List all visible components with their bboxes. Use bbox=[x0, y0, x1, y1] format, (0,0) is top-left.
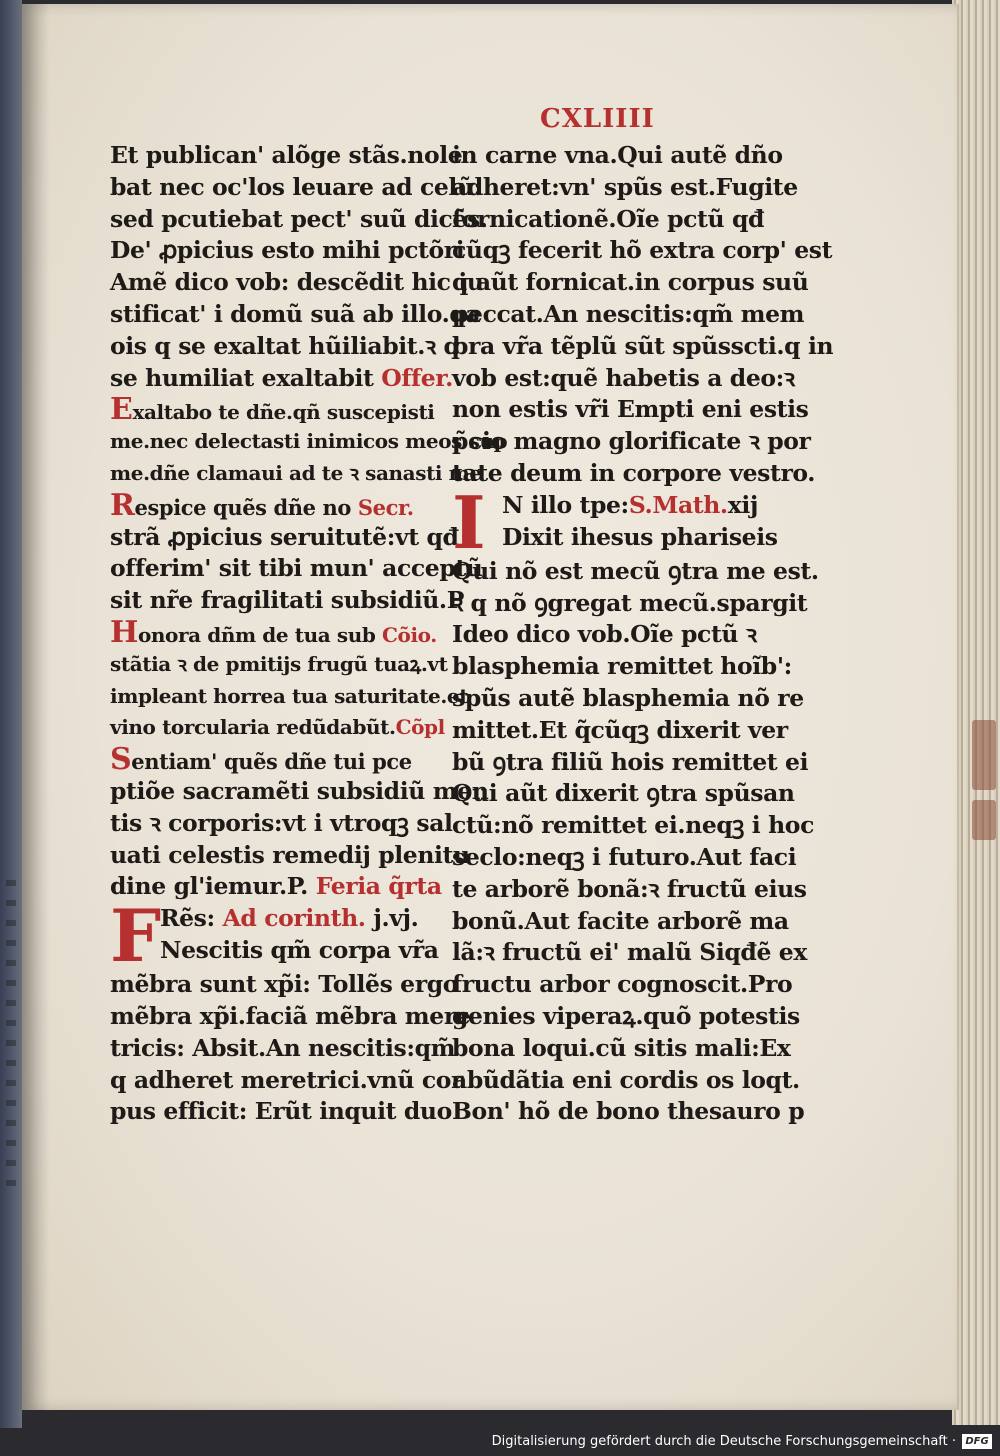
text-line: Amẽ dico vob: descẽdit hic iu bbox=[110, 268, 484, 297]
text-line: mẽbra xp̃i.faciã mẽbra mere bbox=[110, 1001, 471, 1030]
edge-stain bbox=[972, 720, 996, 790]
text-line: bũ ꝯtra filiũ hois remittet ei bbox=[452, 747, 809, 776]
text-line bbox=[110, 487, 430, 523]
red-initial: E bbox=[110, 392, 133, 428]
page-edges bbox=[952, 0, 1000, 1425]
text-line: tate deum in corpore vestro. bbox=[452, 458, 816, 487]
gospel-block bbox=[452, 479, 819, 1128]
text-line: sit nr̃e fragilitati subsidiũ.P bbox=[110, 586, 464, 615]
red-initial: S bbox=[110, 742, 132, 778]
text-line: fornicationẽ.Oĩe pctũ qđ bbox=[452, 204, 765, 233]
text-line bbox=[110, 392, 435, 428]
text-line: Qui aũt dixerit ꝯtra spũsan bbox=[452, 779, 795, 808]
text-span: espice quẽs dñe no bbox=[134, 494, 351, 520]
text-line: Et publican' alõge stãs.nole bbox=[110, 141, 463, 169]
text-line: Qui nõ est mecũ ꝯtra me est. bbox=[452, 556, 819, 585]
text-line: vob est:quẽ habetis a deo:ꝛ bbox=[452, 363, 795, 392]
text-line: Ideo dico vob.Oĩe pctũ ꝛ bbox=[452, 620, 757, 649]
text-span: vino torcularia redũdabũt. bbox=[110, 715, 396, 740]
text-line: te arborẽ bonã:ꝛ fructũ eius bbox=[452, 874, 807, 903]
text-line: offerim' sit tibi mun' acceptũ bbox=[110, 554, 483, 583]
rubric-feria: Feria q̃rta bbox=[315, 872, 442, 901]
edge-stain bbox=[972, 800, 996, 840]
text-span: Rẽs: bbox=[160, 904, 215, 933]
text-span: onora dñm de tua sub bbox=[137, 622, 376, 647]
text-line: me.nec delectasti inimicos meos sup bbox=[110, 429, 508, 454]
text-line: sed pcutiebat pect' suũ dicẽs. bbox=[110, 204, 488, 233]
text-line: Nescitis qm̃ corpa vr̃a bbox=[160, 935, 439, 964]
rubric-complenda: Cõpl bbox=[395, 715, 445, 740]
text-line: blasphemia remittet hoĩb': bbox=[452, 652, 792, 681]
text-line: q aũt fornicat.in corpus suũ bbox=[452, 268, 809, 297]
text-span: N illo tpe: bbox=[502, 490, 629, 519]
text-line bbox=[110, 744, 430, 776]
text-span: entiam' quẽs dñe tui pce bbox=[131, 749, 412, 775]
text-line: q adheret meretrici.vnũ cor bbox=[110, 1065, 463, 1094]
footer-credit: Digitalisierung gefördert durch die Deutsche Forschungsgemeinschaft · bbox=[491, 1434, 956, 1449]
text-line bbox=[110, 871, 442, 903]
text-line: impleant horrea tua saturitate.et bbox=[110, 683, 469, 708]
text-line: tricis: Absit.An nescitis:qm̃ bbox=[110, 1033, 456, 1062]
text-line: ois q se exaltat hũiliabit.ꝛ q bbox=[110, 331, 460, 360]
text-span: xij bbox=[727, 490, 758, 519]
text-span: j.vj. bbox=[373, 904, 419, 933]
text-line: De' ꝓpicius esto mihi pctõri bbox=[110, 236, 465, 265]
text-line: me.dñe clamaui ad te ꝛ sanasti me bbox=[110, 460, 482, 485]
digitization-footer bbox=[0, 1428, 1000, 1456]
text-line: tis ꝛ corporis:vt i vtroqꝫ sal bbox=[110, 808, 453, 837]
left-column bbox=[110, 140, 508, 1128]
text-line: in carne vna.Qui autẽ dño bbox=[452, 141, 783, 169]
red-initial: H bbox=[110, 614, 138, 650]
text-span: dine gl'iemur.P. bbox=[110, 872, 308, 901]
text-line: ptiõe sacramẽti subsidiũ men bbox=[110, 776, 489, 805]
text-line: bona loqui.cũ sitis mali:Ex bbox=[452, 1033, 791, 1062]
text-line: fructu arbor cognoscit.Pro bbox=[452, 970, 793, 999]
rubric-corinth: Ad corinth. bbox=[222, 904, 366, 933]
text-line: bat nec oc'los leuare ad celũ: bbox=[110, 172, 482, 201]
large-red-initial: F bbox=[110, 893, 161, 979]
text-line: ctũ:nõ remittet ei.neqꝫ i hoc bbox=[452, 811, 814, 840]
text-line bbox=[110, 712, 445, 744]
text-line: spũs autẽ blasphemia nõ re bbox=[452, 683, 804, 712]
text-line: mittet.Et q̃cũqꝫ dixerit ver bbox=[452, 715, 788, 744]
text-line: p̃cio magno glorificate ꝛ por bbox=[452, 427, 811, 456]
binding-spine bbox=[0, 0, 22, 1456]
text-line: pus efficit: Erũt inquit duo bbox=[110, 1097, 452, 1126]
text-line bbox=[110, 614, 437, 650]
rubric-communio: Cõio. bbox=[382, 622, 437, 647]
text-line: Bon' hõ de bono thesauro p bbox=[452, 1097, 805, 1126]
text-line: cũqꝫ fecerit hõ extra corp' est bbox=[452, 236, 833, 265]
text-line: stãtia ꝛ de pmitijs frugũ tuaꝝ.vt bbox=[110, 651, 448, 676]
text-line bbox=[452, 490, 772, 522]
folio-number: CXLIIII bbox=[540, 104, 655, 134]
text-line: non estis vr̃i Empti eni estis bbox=[452, 395, 809, 424]
rubric-matthew: S.Math. bbox=[628, 490, 728, 519]
text-line: strã ꝓpicius seruitutẽ:vt qđ bbox=[110, 522, 459, 551]
red-initial: R bbox=[110, 487, 135, 523]
text-line: genies viperaꝝ.quõ potestis bbox=[452, 1001, 800, 1030]
spine-marks bbox=[6, 880, 16, 1200]
book-page bbox=[22, 4, 959, 1410]
text-line: abũdãtia eni cordis os loqt. bbox=[452, 1065, 800, 1094]
rubric-secreta: Secr. bbox=[357, 494, 414, 520]
text-line: lã:ꝛ fructũ ei' malũ Siqđẽ ex bbox=[452, 938, 807, 967]
right-column bbox=[452, 140, 834, 1128]
text-line: stificat' i domũ suã ab illo.qa bbox=[110, 299, 481, 328]
text-span: se humiliat exaltabit bbox=[110, 363, 374, 392]
gutter-shadow bbox=[22, 4, 50, 1410]
text-line: bra vr̃a tẽplũ sũt spũsscti.q in bbox=[452, 331, 834, 360]
epistle-block bbox=[110, 893, 471, 1128]
large-red-initial: I bbox=[452, 479, 486, 565]
text-line: mẽbra sunt xp̃i: Tollẽs ergo bbox=[110, 970, 459, 999]
text-line: bonũ.Aut facite arborẽ ma bbox=[452, 906, 789, 935]
text-line: uati celestis remedij plenitu bbox=[110, 840, 470, 869]
text-line: seclo:neqꝫ i futuro.Aut faci bbox=[452, 842, 797, 871]
text-line: Dixit ihesus phariseis bbox=[502, 522, 778, 551]
rubric-offertorium: Offer. bbox=[381, 363, 453, 392]
text-line bbox=[110, 363, 453, 395]
text-line: ꝛ q nõ ꝯgregat mecũ.spargit bbox=[452, 588, 808, 617]
text-line: adheret:vn' spũs est.Fugite bbox=[452, 172, 798, 201]
text-span: xaltabo te dñe.qñ suscepisti bbox=[132, 400, 435, 425]
dfg-logo: DFG bbox=[962, 1434, 992, 1449]
text-line: peccat.An nescitis:qm̃ mem bbox=[452, 299, 805, 328]
